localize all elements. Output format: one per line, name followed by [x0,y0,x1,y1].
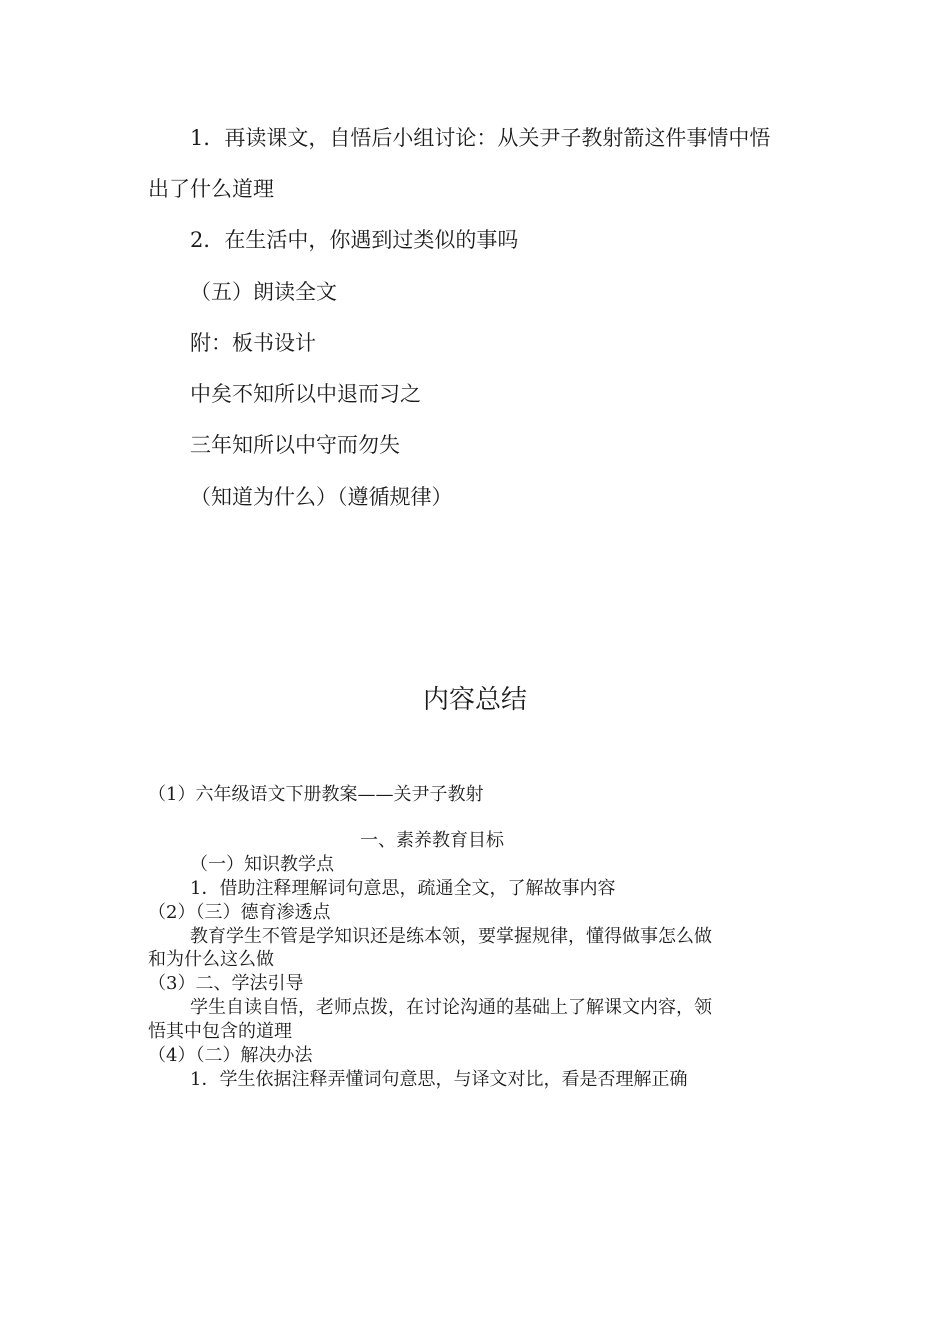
summary-item: 悟其中包含的道理 [148,1021,292,1042]
board-line-1: 中矣不知所以中退而习之 [190,382,421,406]
board-line-3: （知道为什么）（遵循规律） [190,485,453,509]
summary-item: （2）（三）德育渗透点 [148,902,331,923]
paragraph-reflect-line1: 1．再读课文，自悟后小组讨论：从关尹子教射箭这件事情中悟 [190,126,771,150]
summary-item: （4）（二）解决办法 [148,1045,313,1066]
summary-item: 1．借助注释理解词句意思，疏通全文，了解故事内容 [190,878,616,899]
summary-item: 教育学生不管是学知识还是练本领，要掌握规律，懂得做事怎么做 [190,926,712,947]
paragraph-read-aloud: （五）朗读全文 [190,280,337,304]
summary-item: （3）二、学法引导 [148,973,304,994]
summary-item: 和为什么这么做 [148,949,274,970]
summary-title: 内容总结 [422,685,527,715]
summary-item: 学生自读自悟，老师点拨，在讨论沟通的基础上了解课文内容，领 [190,997,712,1018]
board-line-2: 三年知所以中守而勿失 [190,433,400,457]
paragraph-board-design: 附：板书设计 [190,331,316,355]
summary-item: 1．学生依据注释弄懂词句意思，与译文对比，看是否理解正确 [190,1069,688,1090]
summary-item: （一）知识教学点 [190,854,334,875]
summary-item: 一、素养教育目标 [360,830,504,851]
paragraph-reflect-line2: 出了什么道理 [148,177,274,201]
paragraph-life-question: 2．在生活中，你遇到过类似的事吗 [190,228,519,252]
summary-item: （1）六年级语文下册教案——关尹子教射 [148,784,484,805]
